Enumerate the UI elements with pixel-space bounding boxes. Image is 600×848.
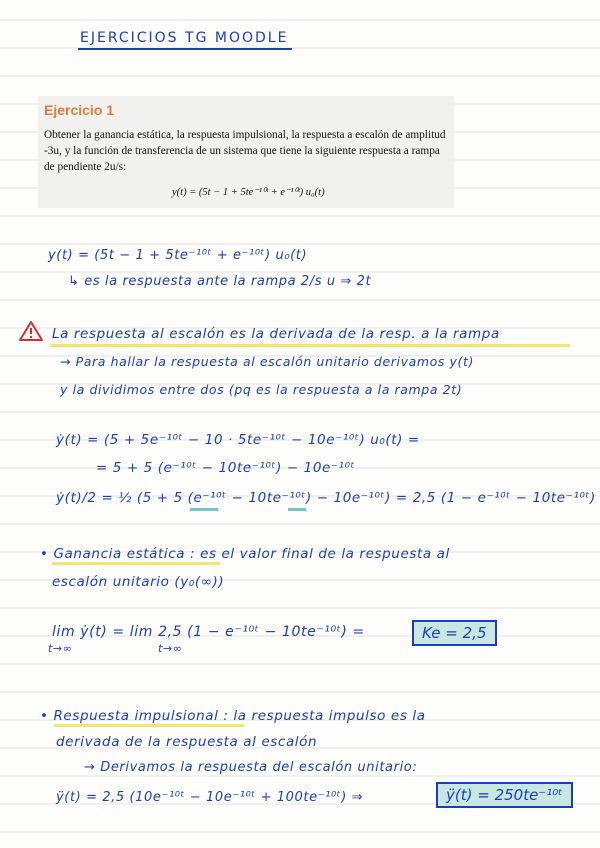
impulse-definition-1: • Respuesta impulsional : la respuesta impulso es la <box>40 708 426 724</box>
yellow-highlight <box>54 724 244 727</box>
note-ramp-explanation: ↳ es la respuesta ante la rampa 2/s u ⇒ 2t <box>68 274 372 289</box>
gain-answer-box: Ke = 2,5 <box>412 620 497 646</box>
warning-triangle-icon <box>18 320 44 342</box>
impulse-derive-note: → Derivamos la respuesta del escalón unitario: <box>84 760 418 775</box>
exercise-statement: Obtener la ganancia estática, la respuesta impulsional, la respuesta a escalón de amplitud -3u, y la función de transferencia de un sistema que tiene la siguiente respuesta a rampa de pendiente 2u/s: <box>44 129 446 173</box>
limit-subscript: t→∞ <box>48 642 73 655</box>
note-ramp-response: y(t) = (5t − 1 + 5te⁻¹⁰ᵗ + e⁻¹⁰ᵗ) u₀(t) <box>48 248 308 263</box>
exercise-equation: y(t) = (5t − 1 + 5te⁻¹⁰ᵗ + e⁻¹⁰ᵗ) u₀(t) <box>172 187 325 198</box>
note-divide: y la dividimos entre dos (pq es la respuesta a la rampa 2t) <box>60 382 463 397</box>
yellow-highlight <box>50 344 570 347</box>
note-step-is-derivative: La respuesta al escalón es la derivada de la resp. a la rampa <box>52 326 500 342</box>
note-derive: → Para hallar la respuesta al escalón unitario derivamos y(t) <box>60 354 474 369</box>
impulse-derivative: ÿ(t) = 2,5 (10e⁻¹⁰ᵗ − 10e⁻¹⁰ᵗ + 100te⁻¹⁰ᵗ) ⇒ <box>56 790 364 805</box>
impulse-answer-box: ÿ(t) = 250te⁻¹⁰ᵗ <box>436 782 573 808</box>
exercise-heading: Ejercicio 1 <box>44 102 115 118</box>
yellow-highlight <box>52 562 220 565</box>
page-title: EJERCICIOS TG MOODLE <box>80 30 289 46</box>
limit-expression: lim ẏ(t) = lim 2,5 (1 − e⁻¹⁰ᵗ − 10te⁻¹⁰ᵗ) = <box>52 624 365 640</box>
derivative-line-2: = 5 + 5 (e⁻¹⁰ᵗ − 10te⁻¹⁰ᵗ) − 10e⁻¹⁰ᵗ <box>96 460 356 476</box>
gain-definition-1: • Ganancia estática : es el valor final de la respuesta al <box>40 546 450 562</box>
impulse-definition-2: derivada de la respuesta al escalón <box>56 734 318 750</box>
teal-underline <box>190 508 218 511</box>
limit-subscript: t→∞ <box>158 642 183 655</box>
derivative-line-3: ẏ(t)/2 = ½ (5 + 5 (e⁻¹⁰ᵗ − 10te⁻¹⁰ᵗ) − 10e⁻¹⁰ᵗ) = 2,5 (1 − e⁻¹⁰ᵗ − 10te⁻¹⁰ᵗ) <box>56 490 596 506</box>
derivative-line-1: ẏ(t) = (5 + 5e⁻¹⁰ᵗ − 10 · 5te⁻¹⁰ᵗ − 10e⁻¹⁰ᵗ) u₀(t) = <box>56 432 420 448</box>
teal-underline <box>288 508 306 511</box>
gain-definition-2: escalón unitario (y₀(∞)) <box>52 574 225 590</box>
title-underline <box>78 48 292 50</box>
